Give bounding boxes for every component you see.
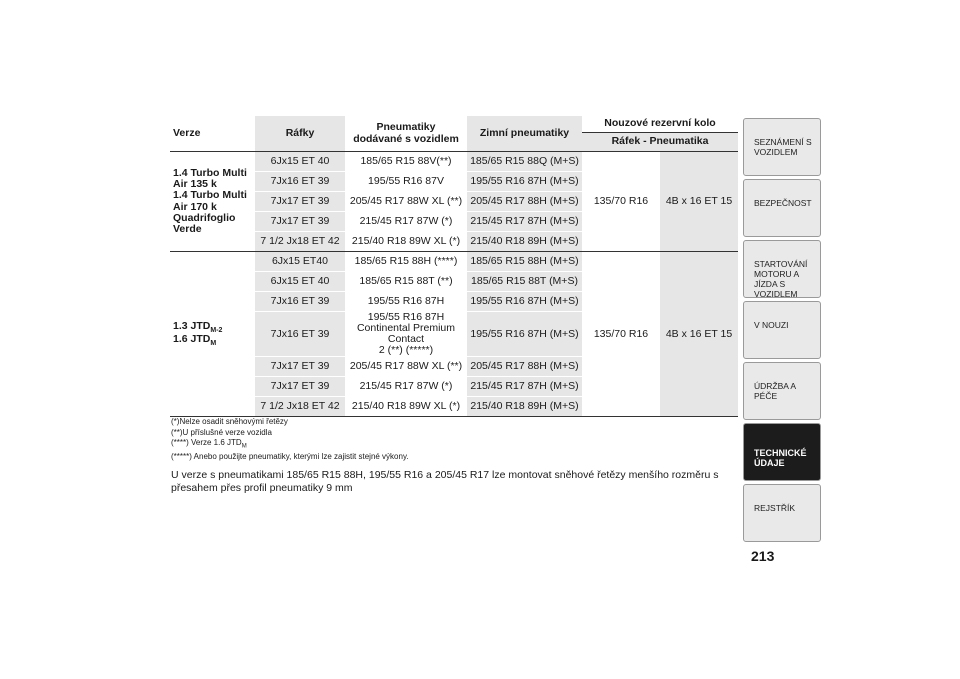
tyre-cell: 185/65 R15 88T (**) bbox=[345, 272, 467, 292]
rim-cell: 6Jx15 ET 40 bbox=[255, 152, 345, 172]
tyre-cell: 215/45 R17 87W (*) bbox=[345, 377, 467, 397]
tyre-cell: 205/45 R17 88W XL (**) bbox=[345, 192, 467, 212]
spare-tyre-cell: 4B x 16 ET 15 bbox=[660, 252, 738, 417]
tyre-cell: 205/45 R17 88W XL (**) bbox=[345, 357, 467, 377]
tyre-cell: 215/45 R17 87W (*) bbox=[345, 212, 467, 232]
tyre-cell: 185/65 R15 88H (****) bbox=[345, 252, 467, 272]
spare-tyre-cell: 4B x 16 ET 15 bbox=[660, 152, 738, 252]
winter-tyre-cell: 195/55 R16 87H (M+S) bbox=[467, 312, 582, 357]
tab-v-nouzi[interactable]: V NOUZI bbox=[743, 301, 821, 359]
winter-tyre-cell: 215/40 R18 89H (M+S) bbox=[467, 232, 582, 252]
winter-tyre-cell: 185/65 R15 88T (M+S) bbox=[467, 272, 582, 292]
header-zimni: Zimní pneumatiky bbox=[467, 116, 582, 152]
tyre-cell: 215/40 R18 89W XL (*) bbox=[345, 232, 467, 252]
tyre-cell: 195/55 R16 87H bbox=[345, 292, 467, 312]
rim-cell: 7Jx17 ET 39 bbox=[255, 192, 345, 212]
tyre-cell: 185/65 R15 88V(**) bbox=[345, 152, 467, 172]
tab-bezpe-nost[interactable]: BEZPEČNOST bbox=[743, 179, 821, 237]
rim-cell: 7Jx16 ET 39 bbox=[255, 292, 345, 312]
tab-rejst-k[interactable]: REJSTŘÍK bbox=[743, 484, 821, 542]
winter-tyre-cell: 195/55 R16 87H (M+S) bbox=[467, 172, 582, 192]
footnote-2: (**)U příslušné verze vozidla bbox=[171, 427, 272, 437]
tab-technick-daje[interactable]: TECHNICKÉ ÚDAJE bbox=[743, 423, 821, 481]
rim-cell: 6Jx15 ET 40 bbox=[255, 272, 345, 292]
tyre-table bbox=[170, 116, 738, 417]
winter-tyre-cell: 185/65 R15 88H (M+S) bbox=[467, 252, 582, 272]
winter-tyre-cell: 195/55 R16 87H (M+S) bbox=[467, 292, 582, 312]
footnote-3: (****) Verze 1.6 $JTD_M$ bbox=[171, 438, 247, 450]
header-rezerva-sub: Ráfek - Pneumatika bbox=[582, 133, 738, 152]
spare-rim-cell: 135/70 R16 bbox=[582, 252, 660, 417]
rim-cell: 7 1/2 Jx18 ET 42 bbox=[255, 397, 345, 417]
table-row bbox=[170, 252, 738, 272]
snow-chain-note: U verze s pneumatikami 185/65 R15 88H, 195/55 R16 a 205/45 R17 lze montovat sněhové řetězy menšího rozměru s přesahem přes profil pneumatiky 9 mm bbox=[171, 469, 719, 494]
tab-startov-n-motoru-a-j-zda-s-vozidlem[interactable]: STARTOVÁNÍ MOTORU A JÍZDA S VOZIDLEM bbox=[743, 240, 821, 298]
rim-cell: 7Jx16 ET 39 bbox=[255, 312, 345, 357]
winter-tyre-cell: 215/45 R17 87H (M+S) bbox=[467, 212, 582, 232]
verze-cell: 1.3 $JTD_{M-2}$ 1.6 $JTD_M$ bbox=[170, 252, 255, 417]
winter-tyre-cell: 215/45 R17 87H (M+S) bbox=[467, 377, 582, 397]
rim-cell: 7Jx17 ET 39 bbox=[255, 377, 345, 397]
table-body bbox=[170, 152, 738, 417]
tyre-cell: 195/55 R16 87H Continental Premium Contact 2 (**) (*****) bbox=[345, 312, 467, 357]
tab-sezn-men-s-vozidlem[interactable]: SEZNÁMENÍ S VOZIDLEM bbox=[743, 118, 821, 176]
rim-cell: 7Jx16 ET 39 bbox=[255, 172, 345, 192]
footnote-4: (*****) Anebo použijte pneumatiky, kterými lze zajistit stejné výkony. bbox=[171, 452, 409, 462]
header-pneumatiky: Pneumatiky dodávané s vozidlem bbox=[345, 116, 467, 152]
header-rezerva: Nouzové rezervní kolo bbox=[582, 116, 738, 133]
rim-cell: 7Jx17 ET 39 bbox=[255, 357, 345, 377]
header-verze: Verze bbox=[170, 116, 255, 152]
footnotes bbox=[171, 417, 409, 463]
winter-tyre-cell: 205/45 R17 88H (M+S) bbox=[467, 357, 582, 377]
page-number: 213 bbox=[751, 548, 775, 564]
rim-cell: 7Jx17 ET 39 bbox=[255, 212, 345, 232]
table-row bbox=[170, 152, 738, 172]
rim-cell: 6Jx15 ET40 bbox=[255, 252, 345, 272]
spare-rim-cell: 135/70 R16 bbox=[582, 152, 660, 252]
rim-cell: 7 1/2 Jx18 ET 42 bbox=[255, 232, 345, 252]
tab--dr-ba-a-p-e[interactable]: ÚDRŽBA A PÉČE bbox=[743, 362, 821, 420]
verze-cell: 1.4 Turbo Multi Air 135 k 1.4 Turbo Multi Air 170 k Quadrifoglio Verde bbox=[170, 152, 255, 252]
winter-tyre-cell: 185/65 R15 88Q (M+S) bbox=[467, 152, 582, 172]
tyre-cell: 195/55 R16 87V bbox=[345, 172, 467, 192]
footnote-1: (*)Nelze osadit sněhovými řetězy bbox=[171, 417, 288, 426]
tyre-cell: 215/40 R18 89W XL (*) bbox=[345, 397, 467, 417]
winter-tyre-cell: 215/40 R18 89H (M+S) bbox=[467, 397, 582, 417]
header-rafky: Ráfky bbox=[255, 116, 345, 152]
winter-tyre-cell: 205/45 R17 88H (M+S) bbox=[467, 192, 582, 212]
